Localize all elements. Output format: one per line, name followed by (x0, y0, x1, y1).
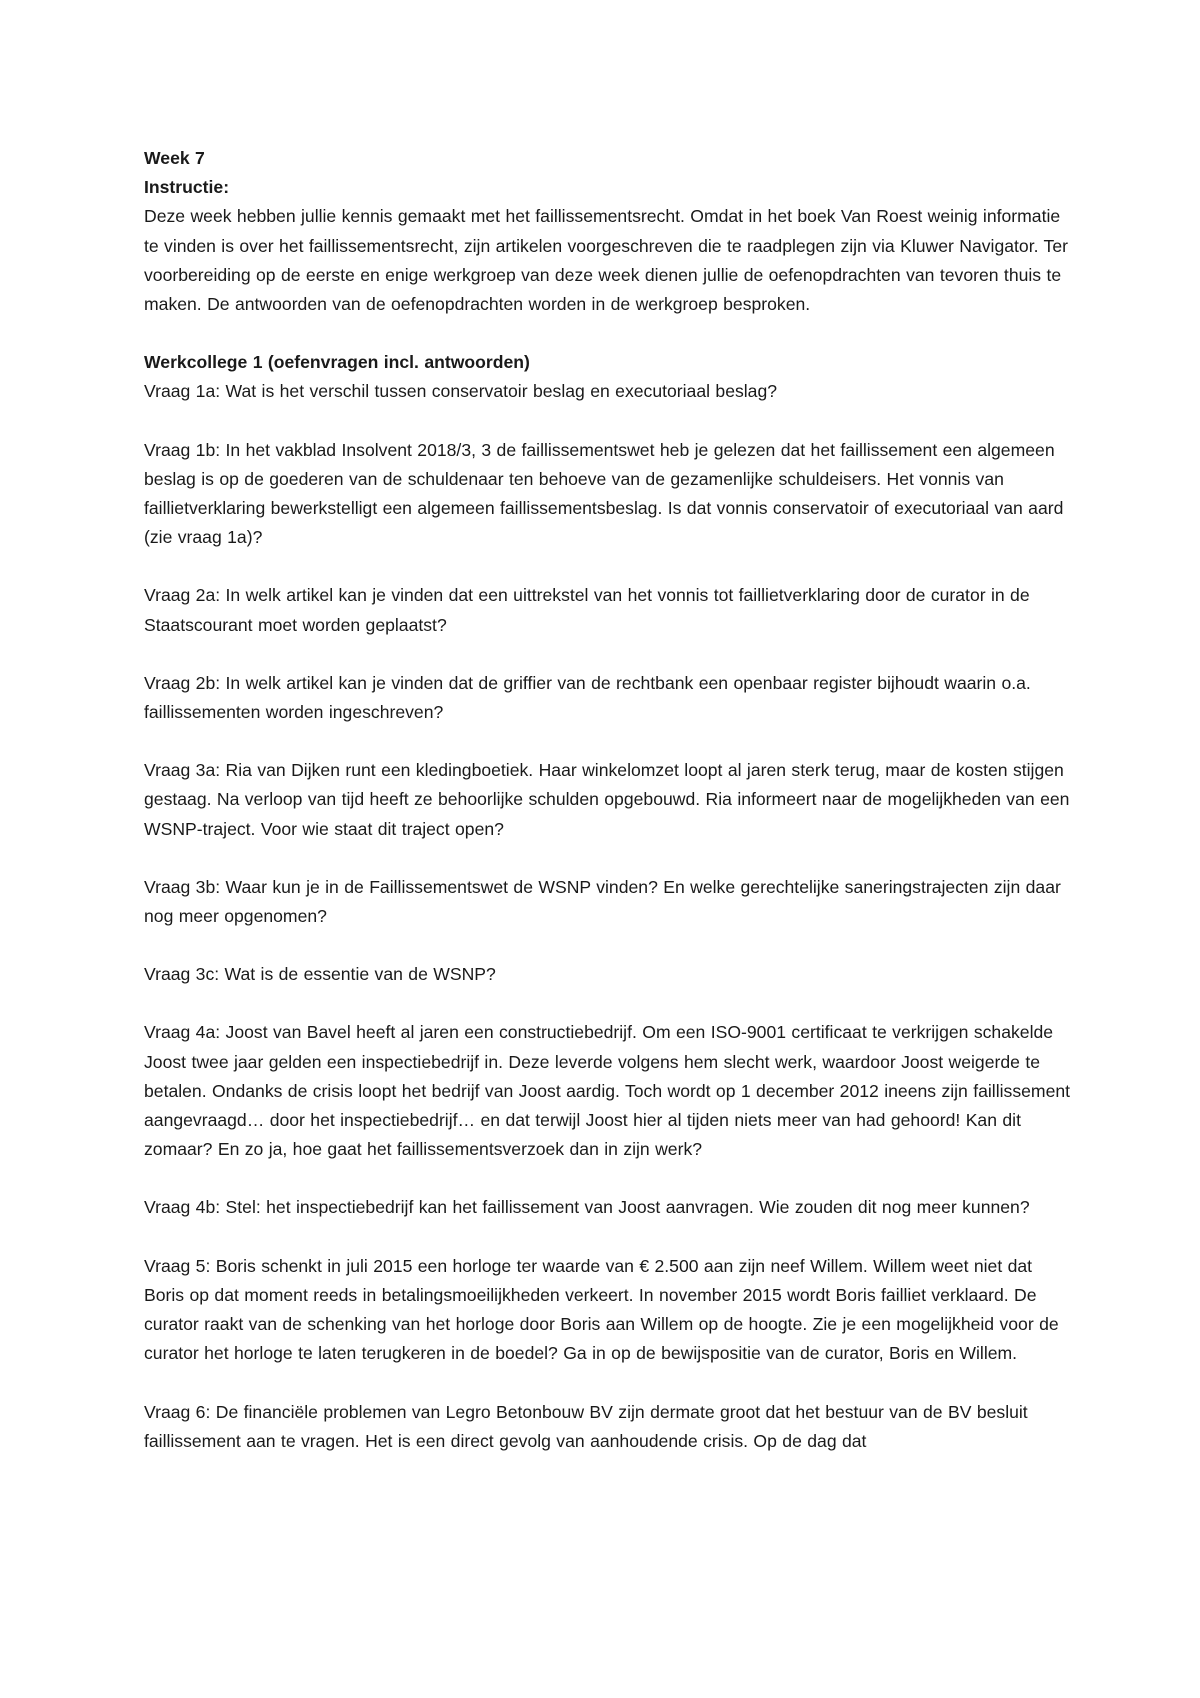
instruction-label: Instructie: (144, 177, 230, 198)
question-text: Wat is de essentie van de WSNP? (219, 964, 496, 985)
question-text: In welk artikel kan je vinden dat een uittrekstel van het vonnis tot faillietverklaring door de curator in de Staatscourant moet worden geplaatst? (144, 585, 1030, 635)
instruction-paragraph: Deze week hebben jullie kennis gemaakt met het faillissementsrecht. Omdat in het boek Van Roest weinig informatie te vinden is over het faillissementsrecht, zijn artikelen voorgeschreven die te raadplegen zijn via Kluwer Navigator. Ter voorbereiding op de eerste en enige werkgroep van deze week dienen jullie de oefenopdrachten van tevoren thuis te maken. De antwoorden van de oefenopdrachten worden in de werkgroep besproken. (144, 206, 1068, 315)
document-body (144, 144, 1074, 1456)
week-title: Week 7 (144, 148, 205, 168)
question-4b (144, 1193, 1074, 1222)
question-label: Vraag 2b: (144, 672, 221, 693)
question-4a (144, 1018, 1074, 1164)
question-label: Vraag 4a: (144, 1022, 221, 1043)
section-title: Werkcollege 1 (oefenvragen incl. antwoorden) (144, 352, 530, 373)
question-text: De financiële problemen van Legro Betonbouw BV zijn dermate groot dat het bestuur van de BV besluit faillissement aan te vragen. Het is een direct gevolg van aanhoudende crisis. Op de dag dat (144, 1401, 1028, 1451)
question-label: Vraag 5: (144, 1255, 211, 1276)
question-text: Joost van Bavel heeft al jaren een constructiebedrijf. Om een ISO-9001 certificaat te verkrijgen schakelde Joost twee jaar gelden een inspectiebedrijf in. Deze leverde volgens hem slecht werk, waardoor Joost weigerde te betalen. Ondanks de crisis loopt het bedrijf van Joost aardig. Toch wordt op 1 december 2012 ineens zijn faillissement aangevraagd… door het inspectiebedrijf… en dat terwijl Joost hier al tijden niets meer van had gehoord! Kan dit zomaar? En zo ja, hoe gaat het faillissementsverzoek dan in zijn werk? (144, 1022, 1071, 1160)
question-1b (144, 436, 1074, 553)
question-label: Vraag 1a: (144, 381, 221, 402)
question-label: Vraag 3b: (144, 876, 221, 897)
question-label: Vraag 2a: (144, 585, 221, 606)
question-3c (144, 960, 1074, 989)
question-text: In het vakblad Insolvent 2018/3, 3 de faillissementswet heb je gelezen dat het faillissement een algemeen beslag is op de goederen van de schuldenaar ten behoeve van de gezamenlijke schuldeisers. Het vonnis van faillietverklaring bewerkstelligt een algemeen faillissementsbeslag. Is dat vonnis conservatoir of executoriaal van aard (zie vraag 1a)? (144, 439, 1064, 548)
question-2b (144, 669, 1074, 727)
question-6 (144, 1398, 1074, 1456)
question-text: Waar kun je in de Faillissementswet de WSNP vinden? En welke gerechtelijke saneringstrajecten zijn daar nog meer opgenomen? (144, 876, 1061, 927)
question-label: Vraag 3c: (144, 964, 220, 985)
question-5 (144, 1252, 1074, 1369)
question-3a (144, 756, 1074, 844)
question-label: Vraag 4b: (144, 1197, 221, 1218)
question-text: Stel: het inspectiebedrijf kan het faillissement van Joost aanvragen. Wie zouden dit nog meer kunnen? (220, 1197, 1030, 1218)
question-text: Ria van Dijken runt een kledingboetiek. Haar winkelomzet loopt al jaren sterk terug, maar de kosten stijgen gestaag. Na verloop van tijd heeft ze behoorlijke schulden opgebouwd. Ria informeert naar de mogelijkheden van een WSNP-traject. Voor wie staat dit traject open? (144, 760, 1070, 839)
question-3b (144, 873, 1074, 931)
question-label: Vraag 6: (144, 1401, 211, 1422)
question-text: In welk artikel kan je vinden dat de griffier van de rechtbank een openbaar register bijhoudt waarin o.a. faillissementen worden ingeschreven? (144, 672, 1031, 723)
question-text: Wat is het verschil tussen conservatoir beslag en executoriaal beslag? (220, 381, 778, 402)
question-label: Vraag 3a: (144, 760, 221, 781)
question-2a (144, 581, 1074, 639)
question-text: Boris schenkt in juli 2015 een horloge ter waarde van € 2.500 aan zijn neef Willem. Willem weet niet dat Boris op dat moment reeds in betalingsmoeilijkheden verkeert. In november 2015 wordt Boris failliet verklaard. De curator raakt van de schenking van het horloge door Boris aan Willem op de hoogte. Zie je een mogelijkheid voor de curator het horloge te laten terugkeren in de boedel? Ga in op de bewijspositie van de curator, Boris en Willem. (144, 1255, 1059, 1364)
question-1a (144, 377, 1074, 406)
question-label: Vraag 1b: (144, 439, 221, 460)
